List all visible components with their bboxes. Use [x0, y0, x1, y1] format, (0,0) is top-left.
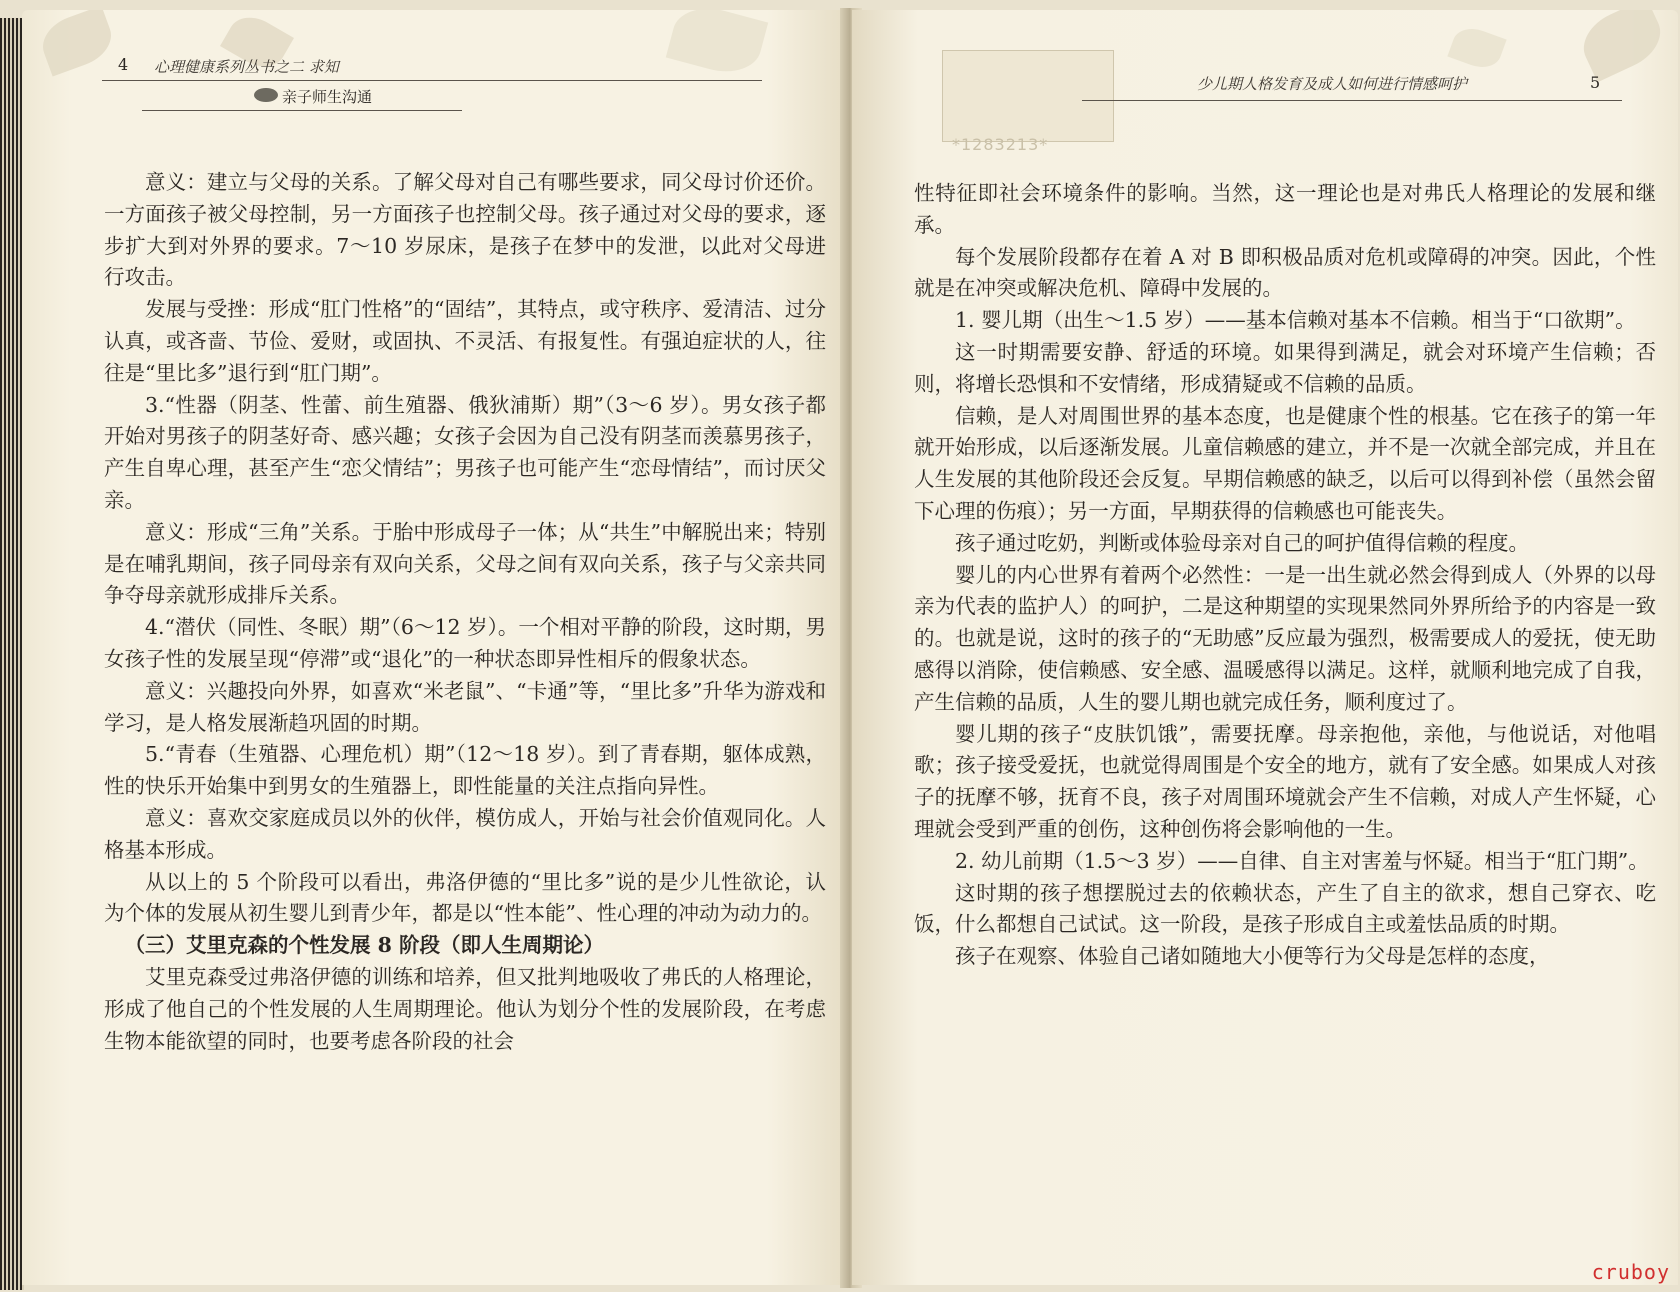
left-body-text: [104, 167, 826, 1057]
paragraph: 这时期的孩子想摆脱过去的依赖状态，产生了自主的欲求，想自己穿衣、吃饭，什么都想自己试试。这一阶段，是孩子形成自主或羞怯品质的时期。: [914, 880, 1656, 937]
page-number: 5: [1590, 73, 1601, 92]
paragraph: 信赖，是人对周围世界的基本态度，也是健康个性的根基。它在孩子的第一年就开始形成，以后逐渐发展。儿童信赖感的建立，并不是一次就全部完成，并且在人生发展的其他阶段还会反复。早期信赖感的缺乏，以后可以得到补偿（虽然会留下心理的伤痕）；另一方面，早期获得的信赖感也可能丧失。: [914, 403, 1656, 523]
paragraph: 从以上的 5 个阶段可以看出，弗洛伊德的“里比多”说的是少儿性欲论，认为个体的发展从初生婴儿到青少年，都是以“性本能”、性心理的冲动为动力的。: [104, 869, 826, 926]
paragraph: 婴儿期的孩子“皮肤饥饿”，需要抚摩。母亲抱他，亲他，与他说话，对他唱歌；孩子接受爱抚，也就觉得周围是个安全的地方，就有了安全感。如果成人对孩子的抚摩不够，抚育不良，孩子对周围环境就会产生不信赖，对成人产生怀疑，心理就会受到严重的创伤，这种创伤将会影响他的一生。: [914, 721, 1656, 841]
leaf-ornament: [1447, 23, 1506, 74]
paragraph: 婴儿的内心世界有着两个必然性：一是一出生就必然会得到成人（外界的以母亲为代表的监护人）的呵护，二是这种期望的实现果然同外界所给予的内容是一致的。也就是说，这时的孩子的“无助感”反应最为强烈，极需要成人的爱抚，使无助感得以消除，使信赖感、安全感、温暖感得以满足。这样，就顺利地完成了自我，产生信赖的品质，人生的婴儿期也就完成任务，顺利度过了。: [914, 562, 1656, 714]
header-rule: [1082, 100, 1622, 101]
paragraph: 3.“性器（阴茎、性蕾、前生殖器、俄狄浦斯）期”（3～6 岁）。男女孩子都开始对男孩子的阴茎好奇、感兴趣；女孩子会因为自己没有阴茎而羡慕男孩子，产生自卑心理，甚至产生“恋父情结”；男孩子也可能产生“恋母情结”，而讨厌父亲。: [104, 392, 826, 512]
right-body-text: [914, 178, 1656, 973]
stamp-code: *1283213*: [952, 135, 1049, 154]
paragraph: 意义：形成“三角”关系。于胎中形成母子一体；从“共生”中解脱出来；特别是在哺乳期间，孩子同母亲有双向关系，父母之间有双向关系，孩子与父亲共同争夺母亲就形成排斥关系。: [104, 519, 826, 608]
paragraph: 发展与受挫：形成“肛门性格”的“固结”，其特点，或守秩序、爱清洁、过分认真，或吝啬、节俭、爱财，或固执、不灵活、有报复性。有强迫症状的人，往往是“里比多”退行到“肛门期”。: [104, 297, 826, 385]
page-edge-stack: [0, 18, 24, 1290]
paragraph: 意义：建立与父母的关系。了解父母对自己有哪些要求，同父母讨价还价。一方面孩子被父母控制，另一方面孩子也控制父母。孩子通过对父母的要求，逐步扩大到对外界的要求。7～10 岁尿床，是孩子在梦中的发泄，以此对父母进行攻击。: [104, 170, 826, 290]
paragraph: 艾里克森受过弗洛伊德的训练和培养，但又批判地吸收了弗氏的人格理论，形成了他自己的个性发展的人生周期理论。他认为划分个性的发展阶段，在考虑生物本能欲望的同时，也要考虑各阶段的社会: [104, 964, 826, 1053]
running-title: 少儿期人格发育及成人如何进行情感呵护: [1197, 75, 1468, 93]
paragraph: 孩子在观察、体验自己诸如随地大小便等行为父母是怎样的态度，: [955, 944, 1550, 969]
paragraph: 孩子通过吃奶，判断或体验母亲对自己的呵护值得信赖的程度。: [955, 530, 1529, 555]
paragraph: 这一时期需要安静、舒适的环境。如果得到满足，就会对环境产生信赖；否则，将增长恐惧和不安情绪，形成猜疑或不信赖的品质。: [914, 339, 1656, 396]
paragraph: 性特征即社会环境条件的影响。当然，这一理论也是对弗氏人格理论的发展和继承。: [914, 181, 1656, 237]
paragraph: 2. 幼儿前期（1.5～3 岁）——自律、自主对害羞与怀疑。相当于“肛门期”。: [955, 848, 1649, 873]
leaf-ornament: [1574, 10, 1670, 82]
section-heading: （三）艾里克森的个性发展 8 阶段（即人生周期论）: [124, 933, 605, 958]
watermark: cruboy: [1591, 1260, 1670, 1284]
left-page: [22, 10, 850, 1285]
header-rule: [102, 80, 762, 81]
paragraph: 1. 婴儿期（出生～1.5 岁）——基本信赖对基本不信赖。相当于“口欲期”。: [955, 308, 1636, 333]
paragraph: 4.“潜伏（同性、冬眠）期”（6～12 岁）。一个相对平静的阶段，这时期，男女孩子性的发展呈现“停滞”或“退化”的一种状态即异性相斥的假象状态。: [104, 615, 826, 671]
right-page: [852, 10, 1678, 1285]
library-stamp: [942, 50, 1114, 142]
paragraph: 5.“青春（生殖器、心理危机）期”（12～18 岁）。到了青春期，躯体成熟，性的快乐开始集中到男女的生殖器上，即性能量的关注点指向异性。: [104, 742, 826, 799]
swirl-ornament: [254, 88, 278, 102]
book-title: 亲子师生沟通: [282, 88, 373, 106]
page-number: 4: [118, 55, 129, 74]
leaf-ornament: [666, 10, 768, 81]
series-title: 心理健康系列丛书之二 求知: [154, 58, 339, 76]
leaf-ornament: [36, 10, 119, 76]
paragraph: 意义：喜欢交家庭成员以外的伙伴，模仿成人，开始与社会价值观同化。人格基本形成。: [104, 805, 826, 862]
paragraph: 意义：兴趣投向外界，如喜欢“米老鼠”、“卡通”等，“里比多”升华为游戏和学习，是人格发展渐趋巩固的时期。: [104, 678, 826, 735]
paragraph: 每个发展阶段都存在着 A 对 B 即积极品质对危机或障碍的冲突。因此，个性就是在冲突或解决危机、障碍中发展的。: [914, 244, 1656, 301]
header-rule: [142, 110, 462, 111]
